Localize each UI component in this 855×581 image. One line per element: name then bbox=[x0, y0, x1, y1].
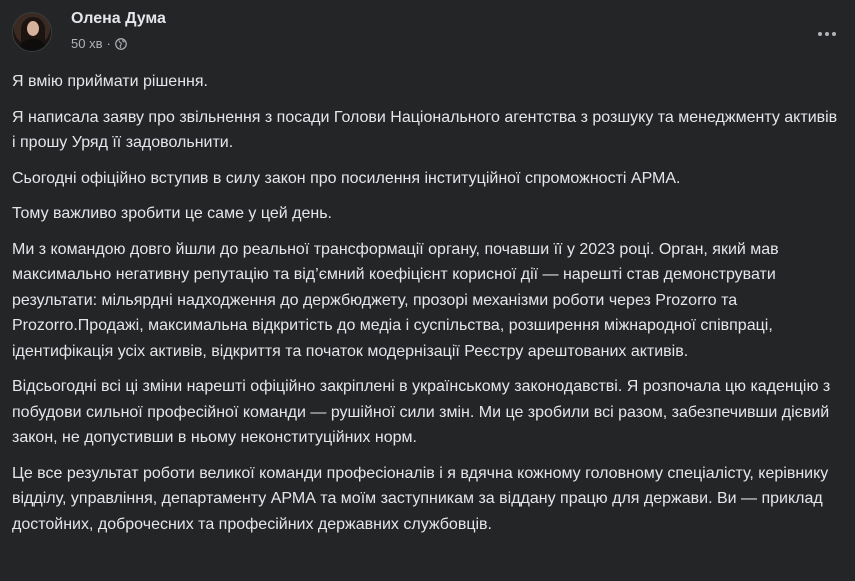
author-avatar[interactable] bbox=[12, 12, 52, 52]
post-header bbox=[12, 11, 166, 53]
author-name[interactable]: Олена Дума bbox=[71, 10, 166, 27]
post-paragraph: Ми з командою довго йшли до реальної трансформації органу, почавши її у 2023 році. Орган, який мав максимально негативну репутацію та від’ємний коефіцієнт корисної дії — нарешті став демонструвати результати: мільярдні надходження до держбюджету, прозорі механізми роботи через Prozorro та Prozorro.Продажі, максимальна відкритість до медіа і суспільства, розширення міжнародної співпраці, ідентифікація усіх активів, відкриття та початок модернізації Реєстру арештованих активів. bbox=[12, 240, 779, 360]
post-paragraph: Сьогодні офіційно вступив в силу закон про посилення інституційної спроможності АРМА. bbox=[12, 169, 681, 187]
post-timestamp[interactable]: 50 хв bbox=[71, 36, 103, 51]
post-paragraph: Я написала заяву про звільнення з посади Голови Національного агентства з розшуку та менеджменту активів і прошу Уряд її задовольнити. bbox=[12, 108, 838, 151]
post-meta bbox=[71, 11, 166, 53]
post-subline bbox=[71, 35, 166, 53]
globe-icon[interactable] bbox=[115, 38, 127, 50]
post-paragraph: Відсьогодні всі ці зміни нарешті офіційно закріплені в українському законодавстві. Я розпочала цю каденцію з побудови сильної професійної команди — рушійної сили змін. Ми це зробили всі разом, забезпечивши дієвий закон, не допустивши в ньому неконституційних норм. bbox=[12, 378, 831, 446]
post-body bbox=[12, 69, 844, 547]
post-paragraph: Я вмію приймати рішення. bbox=[12, 73, 208, 90]
post-paragraph: Тому важливо зробити це саме у цей день. bbox=[12, 205, 332, 222]
more-horizontal-icon bbox=[817, 31, 837, 37]
post-paragraph: Це все результат роботи великої команди професіоналів і я вдячна кожному головному спеціалісту, керівнику відділу, управління, департаменту АРМА та моїм заступникам за віддану працю для держави. Ви — приклад достойних, доброчесних та професійних державних службовців. bbox=[12, 464, 829, 533]
separator-dot: · bbox=[106, 36, 111, 51]
post-menu-button[interactable] bbox=[815, 24, 839, 44]
